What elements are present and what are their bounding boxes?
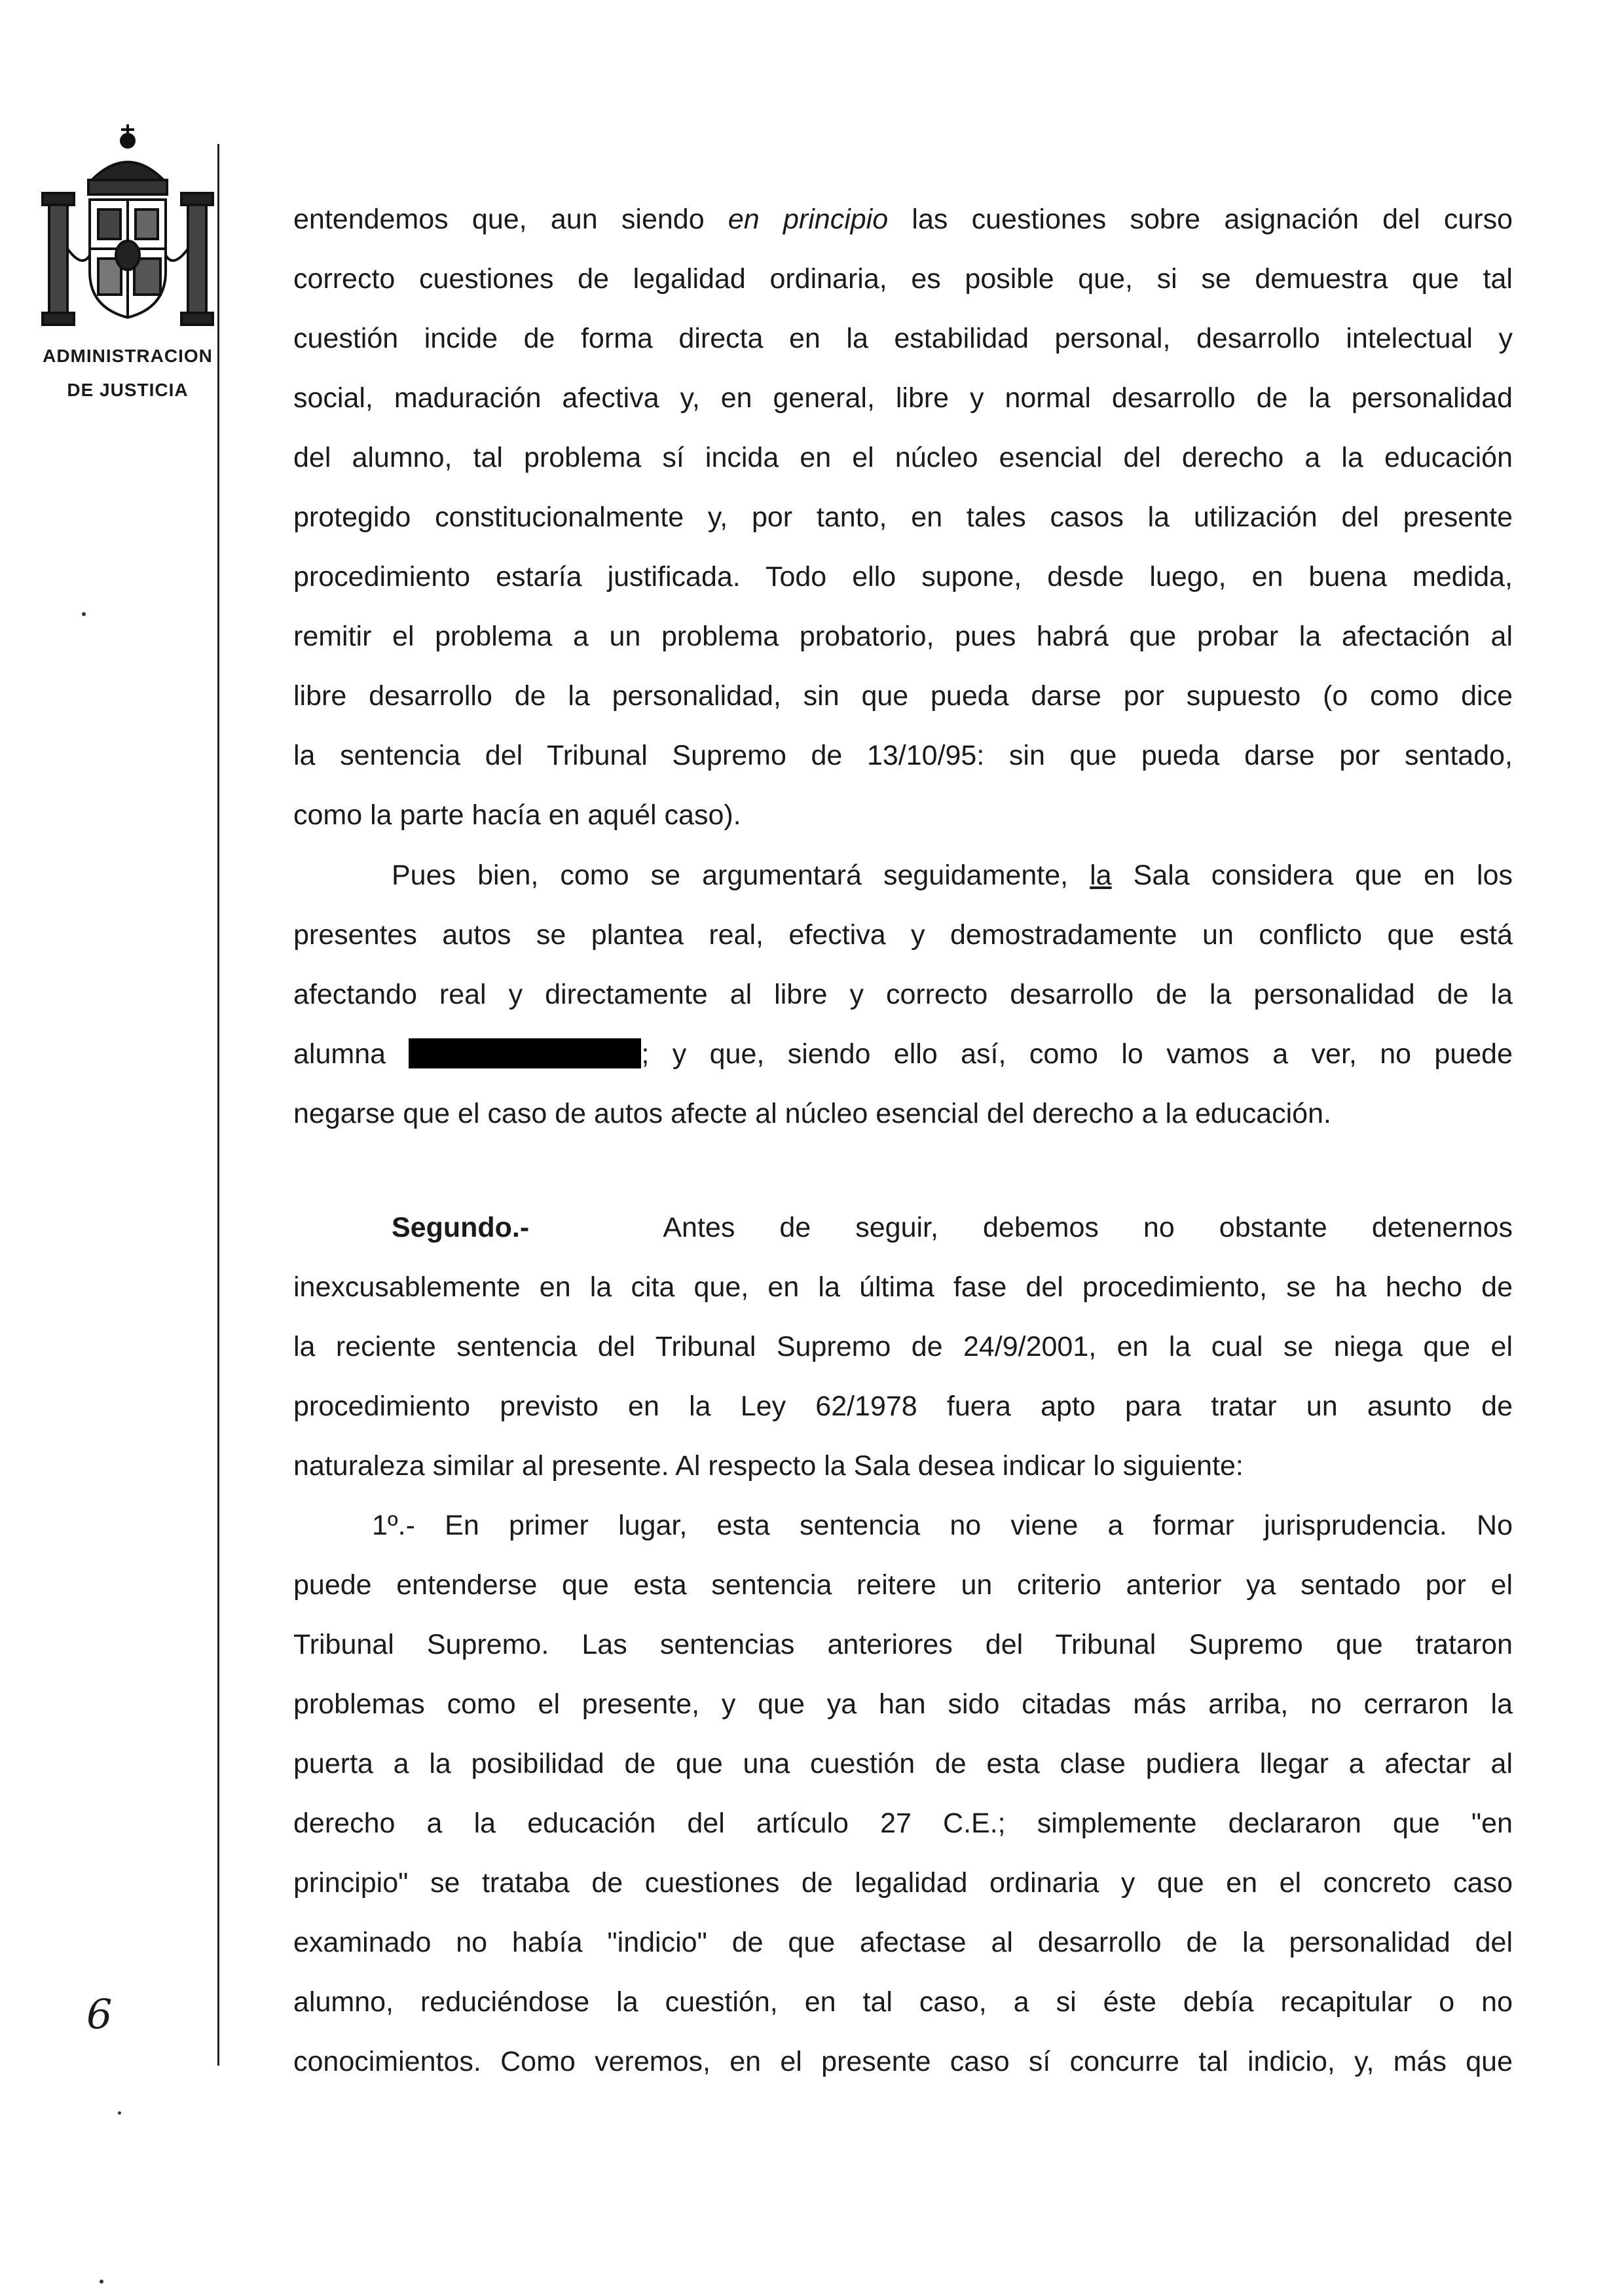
text-line: conocimientos. Como veremos, en el presente caso sí concurre tal indicio, y, más que <box>293 2046 1513 2077</box>
text-line: Tribunal Supremo. Las sentencias anteriores del Tribunal Supremo que trataron <box>293 1629 1513 1660</box>
margin-rule <box>217 144 219 2066</box>
paragraph-1 <box>293 190 1513 845</box>
text-line: puerta a la posibilidad de que una cuestión de esta clase pudiera llegar a afectar al <box>293 1748 1513 1779</box>
text-line: remitir el problema a un problema probatorio, pues habrá que probar la afectación al <box>293 621 1513 652</box>
text-line: 1º.- En primer lugar, esta sentencia no viene a formar jurisprudencia. No <box>372 1510 1513 1541</box>
text-line: alumna ; y que, siendo ello así, como lo vamos a ver, no puede <box>293 1038 1513 1070</box>
text-line: cuestión incide de forma directa en la estabilidad personal, desarrollo intelectual y <box>293 323 1513 354</box>
text-line: naturaleza similar al presente. Al respecto la Sala desea indicar lo siguiente: <box>293 1450 1244 1482</box>
paragraph-3 <box>293 1198 1513 1496</box>
scan-speck <box>82 612 86 616</box>
text-line: principio" se trataba de cuestiones de legalidad ordinaria y que en el concreto caso <box>293 1867 1513 1899</box>
text-line: Segundo.- Antes de seguir, debemos no obstante detenernos <box>392 1212 1513 1243</box>
section-heading: Segundo.- <box>392 1212 530 1243</box>
text-line: alumno, reduciéndose la cuestión, en tal caso, a si éste debía recapitular o no <box>293 1986 1513 2018</box>
text-line: procedimiento previsto en la Ley 62/1978 fuera apto para tratar un asunto de <box>293 1391 1513 1422</box>
text-line: la sentencia del Tribunal Supremo de 13/10/95: sin que pueda darse por sentado, <box>293 740 1513 771</box>
text-line: inexcusablemente en la cita que, en la última fase del procedimiento, se ha hecho de <box>293 1271 1513 1303</box>
page-number: 6 <box>86 1990 113 2038</box>
text-line: libre desarrollo de la personalidad, sin que pueda darse por supuesto (o como dice <box>293 680 1513 712</box>
text-line: protegido constitucionalmente y, por tanto, en tales casos la utilización del presente <box>293 501 1513 533</box>
text-line: como la parte hacía en aquél caso). <box>293 799 741 831</box>
paragraph-4 <box>293 1496 1513 2092</box>
text-line: correcto cuestiones de legalidad ordinaria, es posible que, si se demuestra que tal <box>293 263 1513 295</box>
paragraph-2 <box>293 846 1513 1144</box>
text-line: presentes autos se plantea real, efectiva y demostradamente un conflicto que está <box>293 919 1513 951</box>
organization-line-2: DE JUSTICIA <box>67 380 189 400</box>
text-line: la reciente sentencia del Tribunal Supremo de 24/9/2001, en la cual se niega que el <box>293 1331 1513 1362</box>
text-line: puede entenderse que esta sentencia reitere un criterio anterior ya sentado por el <box>293 1569 1513 1601</box>
text-line: problemas como el presente, y que ya han sido citadas más arriba, no cerraron la <box>293 1688 1513 1720</box>
redaction-block <box>409 1038 641 1068</box>
text-line: Pues bien, como se argumentará seguidamente, la Sala considera que en los <box>392 860 1513 891</box>
coat-of-arms-icon <box>36 118 219 334</box>
text-line: procedimiento estaría justificada. Todo ello supone, desde luego, en buena medida, <box>293 561 1513 592</box>
scan-speck <box>118 2111 121 2115</box>
text-line: del alumno, tal problema sí incida en el núcleo esencial del derecho a la educación <box>293 442 1513 473</box>
text-line: social, maduración afectiva y, en general, libre y normal desarrollo de la personalidad <box>293 382 1513 414</box>
text-line: entendemos que, aun siendo en principio las cuestiones sobre asignación del curso <box>293 204 1513 235</box>
organization-line-1: ADMINISTRACION <box>43 346 213 366</box>
scan-speck <box>100 2280 103 2284</box>
text-line: derecho a la educación del artículo 27 C.E.; simplemente declararon que "en <box>293 1808 1513 1839</box>
text-line: afectando real y directamente al libre y correcto desarrollo de la personalidad de la <box>293 979 1513 1010</box>
text-line: negarse que el caso de autos afecte al núcleo esencial del derecho a la educación. <box>293 1098 1331 1129</box>
text-line: examinado no había "indicio" de que afectase al desarrollo de la personalidad del <box>293 1927 1513 1958</box>
